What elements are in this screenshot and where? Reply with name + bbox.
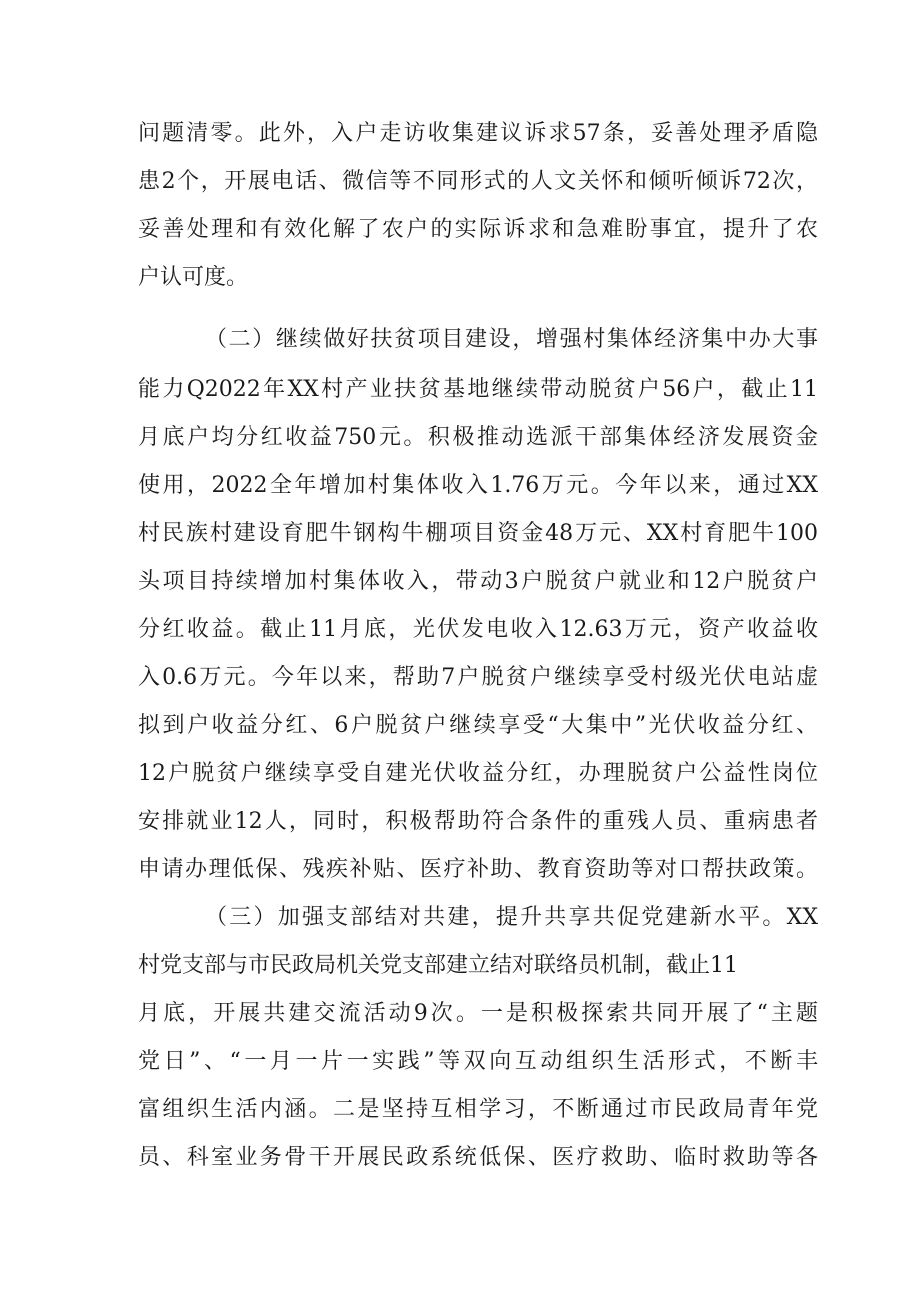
text-line: 妥善处理和有效化解了农户的实际诉求和急难盼事宜，提升了农	[138, 217, 818, 242]
text-line: 月底，开展共建交流活动9次。一是积极探索共同开展了“主题	[138, 1001, 818, 1026]
text-line: 安排就业12人，同时，积极帮助符合条件的重残人员、重病患者	[138, 809, 818, 834]
text-line: 党日”、“一月一片一实践”等双向互动组织生活形式，不断丰	[138, 1049, 818, 1074]
text-line: 申请办理低保、残疾补贴、医疗补助、教育资助等对口帮扶政策。	[138, 857, 818, 882]
text-line: 问题清零。此外，入户走访收集建议诉求57条，妥善处理矛盾隐	[138, 121, 818, 146]
text-line: 患2个，开展电话、微信等不同形式的人文关怀和倾听倾诉72次，	[138, 169, 818, 194]
text-line: 村民族村建设育肥牛钢构牛棚项目资金48万元、XX村育肥牛100	[138, 521, 818, 546]
text-line: 户认可度。	[138, 265, 249, 290]
text-line: 月底户均分红收益750元。积极推动选派干部集体经济发展资金	[138, 425, 818, 450]
text-line: 能力Q2022年XX村产业扶贫基地继续带动脱贫户56户，截止11	[138, 377, 818, 402]
text-line: （二）继续做好扶贫项目建设，增强村集体经济集中办大事	[205, 327, 818, 352]
text-line: 富组织生活内涵。二是坚持互相学习，不断通过市民政局青年党	[138, 1097, 818, 1122]
text-line: 12户脱贫户继续享受自建光伏收益分红，办理脱贫户公益性岗位	[138, 761, 818, 786]
text-line: 使用，2022全年增加村集体收入1.76万元。今年以来，通过XX	[138, 473, 818, 498]
text-line: 分红收益。截止11月底，光伏发电收入12.63万元，资产收益收	[138, 617, 818, 642]
text-line: 拟到户收益分红、6户脱贫户继续享受“大集中”光伏收益分红、	[138, 713, 818, 738]
text-line: （三）加强支部结对共建，提升共享共促党建新水平。XX	[205, 905, 818, 930]
text-line: 入0.6万元。今年以来，帮助7户脱贫户继续享受村级光伏电站虚	[138, 665, 818, 690]
text-line: 头项目持续增加村集体收入，带动3户脱贫户就业和12户脱贫户	[138, 569, 818, 594]
text-line: 员、科室业务骨干开展民政系统低保、医疗救助、临时救助等各	[138, 1145, 818, 1170]
text-line: 村党支部与市民政局机关党支部建立结对联络员机制，截止11	[138, 953, 738, 978]
